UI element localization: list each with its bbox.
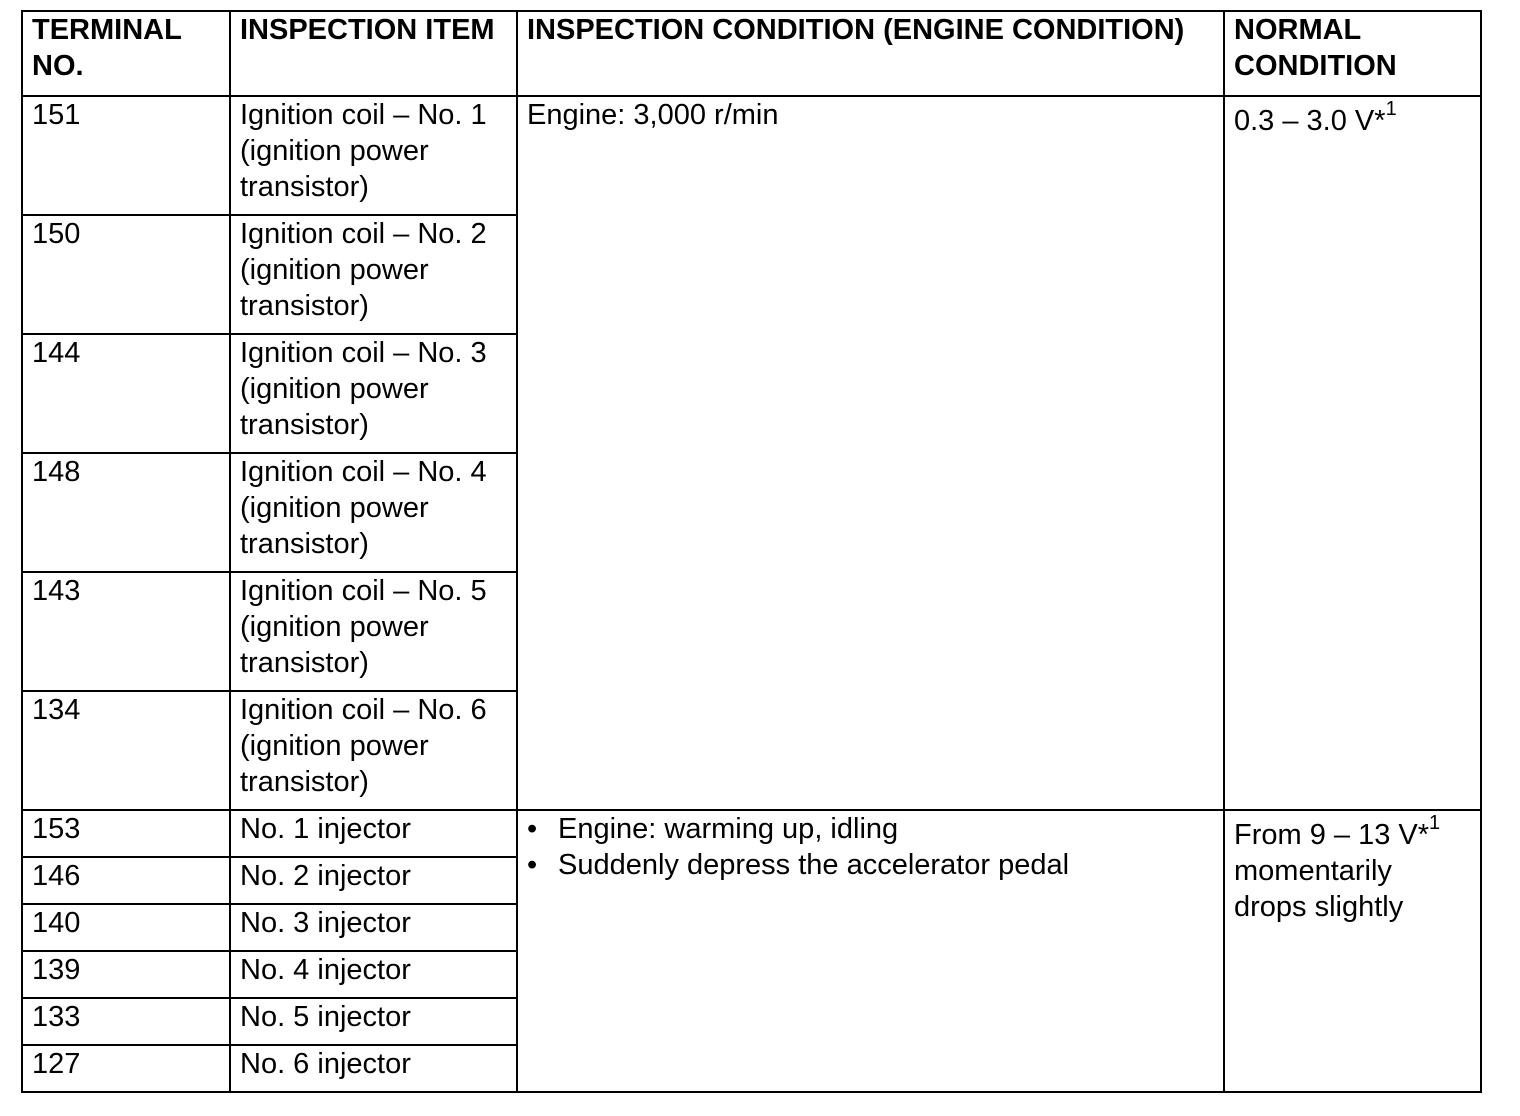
item-cell: No. 3 injector [230,904,517,951]
item-cell: Ignition coil – No. 6 (ignition power transistor) [230,691,517,810]
terminal-cell: 150 [22,215,230,334]
injector-condition-list [518,811,1223,883]
header-condition-label: INSPECTION CONDITION (ENGINE CONDITION) [527,14,1185,46]
item-cell: Ignition coil – No. 1 (ignition power transistor) [230,96,517,215]
injector-normal-rest: momentarily drops slightly [1234,855,1404,923]
list-item [518,847,1223,883]
header-item-label: INSPECTION ITEM [240,14,495,46]
header-condition [517,11,1224,96]
bullet-icon: • [527,849,538,881]
bullet-icon: • [527,813,538,845]
terminal-cell: 140 [22,904,230,951]
item-cell: Ignition coil – No. 3 (ignition power transistor) [230,334,517,453]
ignition-condition-text: Engine: 3,000 r/min [527,99,779,131]
item-cell: Ignition coil – No. 4 (ignition power transistor) [230,453,517,572]
terminal-cell: 133 [22,998,230,1045]
terminal-cell: 148 [22,453,230,572]
table-row [22,810,1481,857]
injector-condition-cell [517,810,1224,1092]
item-cell: No. 2 injector [230,857,517,904]
terminal-cell: 144 [22,334,230,453]
list-item [518,811,1223,847]
item-cell: No. 4 injector [230,951,517,998]
item-cell: No. 1 injector [230,810,517,857]
condition-text: Suddenly depress the accelerator pedal [558,849,1070,881]
header-normal-label: NORMAL CONDITION [1234,14,1397,82]
terminal-cell: 143 [22,572,230,691]
injector-normal-cell [1224,810,1481,1092]
header-item [230,11,517,96]
ignition-normal-value: 0.3 – 3.0 V* [1234,105,1386,137]
inspection-table [21,10,1482,1093]
item-cell: No. 6 injector [230,1045,517,1092]
ignition-condition-cell [517,96,1224,810]
header-terminal [22,11,230,96]
item-cell: No. 5 injector [230,998,517,1045]
terminal-cell: 153 [22,810,230,857]
header-row [22,11,1481,96]
terminal-cell: 146 [22,857,230,904]
terminal-cell: 151 [22,96,230,215]
footnote-marker: 1 [1429,812,1441,835]
injector-normal-line1: From 9 – 13 V* [1234,819,1430,851]
item-cell: Ignition coil – No. 2 (ignition power transistor) [230,215,517,334]
header-normal [1224,11,1481,96]
item-cell: Ignition coil – No. 5 (ignition power transistor) [230,572,517,691]
condition-text: Engine: warming up, idling [558,813,899,845]
ignition-normal-cell [1224,96,1481,810]
header-terminal-label: TERMINAL NO. [32,14,182,82]
terminal-cell: 134 [22,691,230,810]
table-row [22,96,1481,215]
terminal-cell: 139 [22,951,230,998]
terminal-cell: 127 [22,1045,230,1092]
footnote-marker: 1 [1385,98,1397,121]
